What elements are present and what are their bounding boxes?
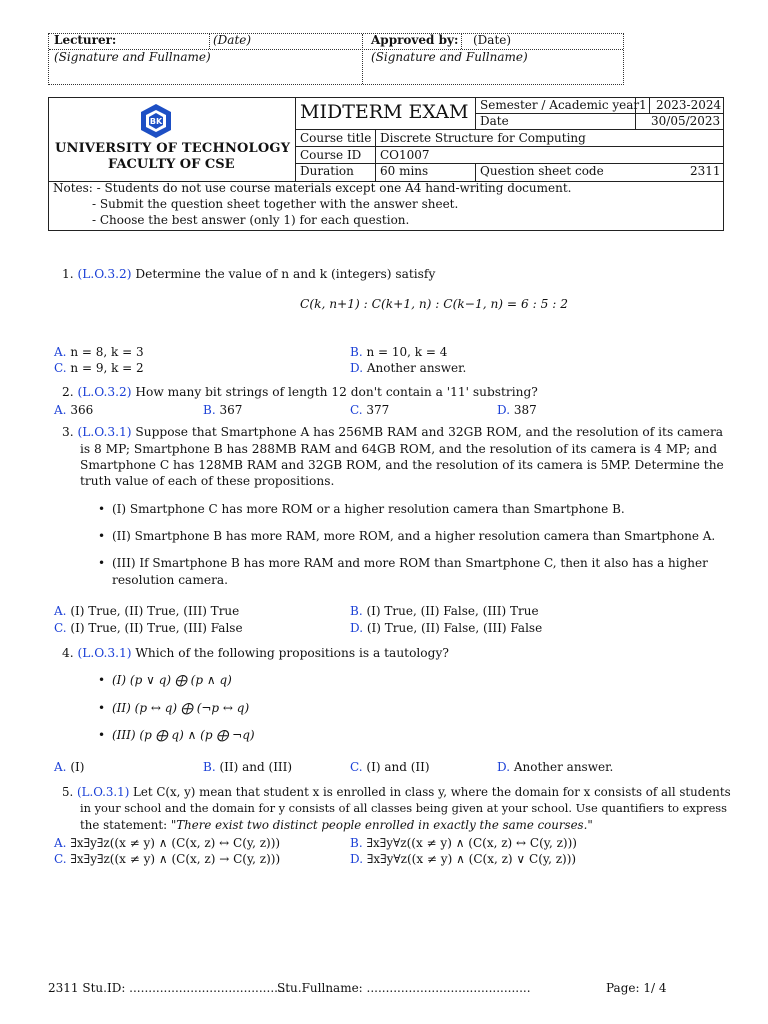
q3-option-d[interactable]: D. (I) True, (II) False, (III) False	[350, 621, 543, 635]
q4-option-b[interactable]: B. (II) and (III)	[203, 760, 293, 774]
semester-label: Semester / Academic year	[480, 98, 640, 112]
question-1: 1. (L.O.3.2) Determine the value of n and k (integers) satisfy	[62, 267, 436, 281]
course-id: CO1007	[380, 148, 430, 162]
question-5: 5. (L.O.3.1) Let C(x, y) mean that student x is enrolled in class y, where the domain for x consists of all students	[62, 785, 731, 799]
lecturer-label: Lecturer:	[54, 33, 117, 47]
q2-option-b[interactable]: B. 367	[203, 403, 243, 417]
footer-code: 2311	[48, 981, 79, 995]
question-4: 4. (L.O.3.1) Which of the following propositions is a tautology?	[62, 646, 449, 660]
academic-year: 2023-2024	[656, 98, 722, 112]
q1-option-d[interactable]: D. Another answer.	[350, 361, 467, 375]
question-3: 3. (L.O.3.1) Suppose that Smartphone A has 256MB RAM and 32GB ROM, and the resolution of its camera	[62, 425, 724, 439]
lecturer-signature: (Signature and Fullname)	[54, 50, 211, 64]
question-3-line-4: truth value of each of these propositions.	[80, 474, 335, 488]
approved-date: (Date)	[473, 33, 512, 47]
q3-proposition-2: • (II) Smartphone B has more RAM, more ROM, and a higher resolution camera than Smartphone A.	[112, 529, 715, 543]
q3-proposition-3-cont: resolution camera.	[112, 573, 229, 587]
question-1-formula: C(k, n+1) : C(k+1, n) : C(k−1, n) = 6 : 5 : 2	[300, 297, 568, 311]
question-3-line-2: is 8 MP; Smartphone B has 288MB RAM and 64GB ROM, and the resolution of its camera is 4 MP; and	[80, 442, 718, 456]
footer-student-name[interactable]: Stu.Fullname: ...........................................	[277, 981, 531, 995]
question-2: 2. (L.O.3.2) How many bit strings of length 12 don't contain a '11' substring?	[62, 385, 538, 399]
logo-text: BK	[149, 117, 163, 126]
q3-proposition-3: • (III) If Smartphone B has more RAM and more ROM than Smartphone C, then it also has a higher	[112, 556, 708, 570]
q1-option-c[interactable]: C. n = 9, k = 2	[54, 361, 144, 375]
faculty-name: FACULTY OF CSE	[108, 157, 235, 172]
q2-option-c[interactable]: C. 377	[350, 403, 390, 417]
course-title-label: Course title	[300, 131, 372, 145]
question-code-label: Question sheet code	[480, 164, 604, 178]
q5-option-c[interactable]: C. ∃x∃y∃z((x ≠ y) ∧ (C(x, z) → C(y, z)))	[54, 852, 281, 866]
notes-line-3: - Choose the best answer (only 1) for each question.	[92, 213, 410, 227]
duration: 60 mins	[380, 164, 429, 178]
footer-student-id[interactable]: Stu.ID: ..........................................	[82, 981, 290, 995]
q4-proposition-3: • (III) (p ⨁ q) ∧ (p ⨁ ¬q)	[112, 728, 255, 742]
footer-page-number: Page: 1/ 4	[606, 981, 667, 995]
q3-proposition-1: • (I) Smartphone C has more ROM or a higher resolution camera than Smartphone B.	[112, 502, 625, 516]
duration-label: Duration	[300, 164, 354, 178]
course-id-label: Course ID	[300, 148, 362, 162]
exam-date: 30/05/2023	[651, 114, 721, 128]
q4-proposition-1: • (I) (p ∨ q) ⨁ (p ∧ q)	[112, 673, 232, 687]
q5-option-b[interactable]: B. ∃x∃y∀z((x ≠ y) ∧ (C(x, z) ↔ C(y, z)))	[350, 836, 577, 850]
course-title: Discrete Structure for Computing	[380, 131, 586, 145]
exam-title: MIDTERM EXAM	[300, 101, 469, 123]
notes-line-2: - Submit the question sheet together with the answer sheet.	[92, 197, 459, 211]
q4-option-c[interactable]: C. (I) and (II)	[350, 760, 430, 774]
q2-option-a[interactable]: A. 366	[54, 403, 94, 417]
q3-option-a[interactable]: A. (I) True, (II) True, (III) True	[54, 604, 240, 618]
semester-value: 1	[639, 98, 647, 112]
q4-proposition-2: • (II) (p ↔ q) ⨁ (¬p ↔ q)	[112, 701, 249, 715]
university-logo-icon	[138, 103, 174, 139]
question-3-line-3: Smartphone C has 128MB RAM and 32GB ROM, and the resolution of its camera is 5MP. Determine the	[80, 458, 724, 472]
q4-option-d[interactable]: D. Another answer.	[497, 760, 614, 774]
q5-option-a[interactable]: A. ∃x∃y∃z((x ≠ y) ∧ (C(x, z) ↔ C(y, z)))	[54, 836, 281, 850]
date-label: Date	[480, 114, 509, 128]
approved-label: Approved by:	[371, 33, 459, 47]
footer-left	[48, 981, 289, 995]
q3-option-b[interactable]: B. (I) True, (II) False, (III) True	[350, 604, 539, 618]
q1-option-a[interactable]: A. n = 8, k = 3	[54, 345, 144, 359]
q4-option-a[interactable]: A. (I)	[54, 760, 85, 774]
question-5-line-2: in your school and the domain for y consists of all classes being given at your school. Use quantifiers to express	[80, 801, 727, 815]
university-name: UNIVERSITY OF TECHNOLOGY	[55, 141, 291, 156]
q2-option-d[interactable]: D. 387	[497, 403, 537, 417]
q5-option-d[interactable]: D. ∃x∃y∀z((x ≠ y) ∧ (C(x, z) ∨ C(y, z)))	[350, 852, 577, 866]
question-code: 2311	[690, 164, 721, 178]
question-5-line-3: the statement: "There exist two distinct people enrolled in exactly the same courses."	[80, 818, 593, 832]
lecturer-date: (Date)	[213, 33, 252, 47]
notes-line-1: Notes: - Students do not use course materials except one A4 hand-writing document.	[53, 181, 572, 195]
q1-option-b[interactable]: B. n = 10, k = 4	[350, 345, 448, 359]
q3-option-c[interactable]: C. (I) True, (II) True, (III) False	[54, 621, 243, 635]
approved-signature: (Signature and Fullname)	[371, 50, 528, 64]
